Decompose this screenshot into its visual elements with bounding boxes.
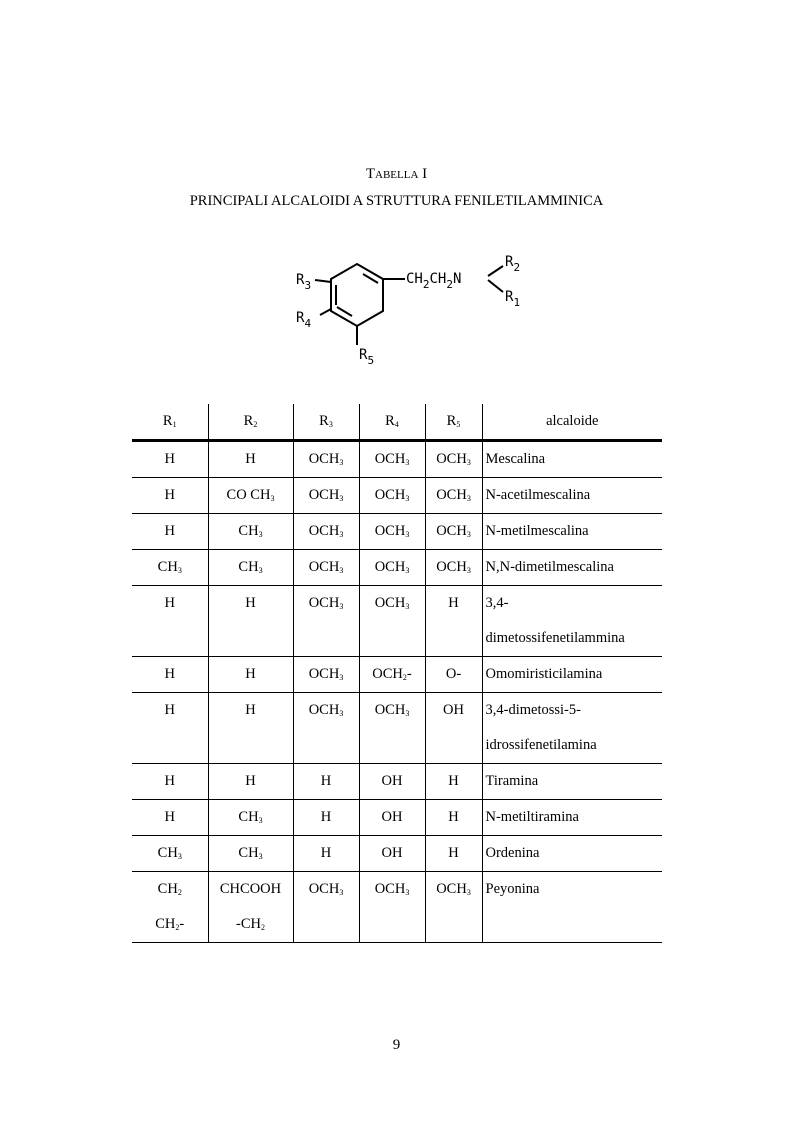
alkaloid-name: N-metiltiramina <box>485 809 579 825</box>
cell-text: CH <box>238 809 259 825</box>
cell-r5 <box>425 441 482 478</box>
cell-r4 <box>359 693 425 764</box>
cell-subscript: 3 <box>177 566 182 575</box>
cell-subscript: 3 <box>258 816 263 825</box>
table-row <box>132 872 662 943</box>
cell-subscript: 2 <box>177 888 182 897</box>
alkaloid-name: N-metilmescalina <box>485 523 589 539</box>
cell-r1 <box>132 657 208 693</box>
ethylamine-chain-label: $CH_2CH_2N$ <box>406 271 462 291</box>
cell-subscript: 3 <box>339 566 344 575</box>
cell-text: CO CH <box>226 487 271 503</box>
cell-alcaloide <box>482 586 662 657</box>
alkaloid-name: Peyonina <box>485 881 540 897</box>
cell-text: OCH <box>308 881 340 897</box>
cell-r3 <box>293 693 359 764</box>
cell-text: OH <box>381 809 403 825</box>
cell-alcaloide <box>482 836 662 872</box>
cell-r5 <box>425 800 482 836</box>
cell-r1 <box>132 586 208 657</box>
cell-r2 <box>208 478 293 514</box>
page-number: 9 <box>392 1037 401 1053</box>
r1-label: $R_1$ <box>505 289 521 309</box>
cell-subscript: 3 <box>339 530 344 539</box>
alkaloid-name: N-acetilmescalina <box>485 487 591 503</box>
cell-alcaloide <box>482 550 662 586</box>
cell-text: H <box>320 809 332 825</box>
cell-text: OCH <box>372 666 403 682</box>
cell-r2 <box>208 586 293 657</box>
cell-subscript: 3 <box>405 709 410 718</box>
cell-subscript: 2 <box>402 673 407 682</box>
cell-suffix: - <box>179 916 185 932</box>
cell-subscript: 2 <box>175 923 180 932</box>
cell-alcaloide <box>482 693 662 764</box>
cell-subscript: 3 <box>466 530 471 539</box>
cell-text: H <box>164 595 175 611</box>
alkaloid-name: Omomiristicilamina <box>485 666 603 682</box>
cell-text: H <box>320 773 332 789</box>
cell-text: H <box>448 809 459 825</box>
cell-r1 <box>132 693 208 764</box>
alkaloid-name: N,N-dimetilmescalina <box>485 559 614 575</box>
cell-text: OCH <box>436 487 467 503</box>
cell-text: H <box>164 773 175 789</box>
cell-r4 <box>359 836 425 872</box>
table-row <box>132 836 662 872</box>
table-row <box>132 586 662 657</box>
header-alcaloide: alcaloide <box>482 404 662 441</box>
cell-subscript: 3 <box>339 888 344 897</box>
cell-subscript: 3 <box>466 566 471 575</box>
cell-text: H <box>164 523 175 539</box>
cell-subscript: 3 <box>339 709 344 718</box>
cell-text: H <box>448 595 459 611</box>
cell-text: H <box>245 451 256 467</box>
alkaloid-table <box>132 404 662 943</box>
cell-subscript: 3 <box>405 602 410 611</box>
cell-subscript: 3 <box>339 673 344 682</box>
cell-r5 <box>425 586 482 657</box>
cell-r4 <box>359 872 425 943</box>
r4-label: $R_4$ <box>296 310 312 330</box>
cell-r4 <box>359 514 425 550</box>
cell-text: H <box>245 666 256 682</box>
cell-text: OCH <box>436 559 467 575</box>
table-row <box>132 441 662 478</box>
alkaloid-name: 3,4-dimetossi-5- <box>485 702 581 718</box>
cell-subscript: 3 <box>466 494 471 503</box>
header-r3: $R_3$ <box>293 404 359 441</box>
cell-subscript: 3 <box>405 494 410 503</box>
cell-subscript: 3 <box>466 888 471 897</box>
table-title: PRINCIPALI ALCALOIDI A STRUTTURA FENILETILAMMINICA <box>189 193 604 209</box>
cell-text: CH <box>157 559 178 575</box>
header-r1: $R_1$ <box>132 404 208 441</box>
cell-subscript: 2 <box>260 923 265 932</box>
cell-subscript: 3 <box>339 602 344 611</box>
cell-text: OCH <box>374 523 406 539</box>
cell-text: OCH <box>308 702 340 718</box>
cell-text: H <box>448 845 459 861</box>
cell-r1 <box>132 872 208 943</box>
alkaloid-name: Tiramina <box>485 773 539 789</box>
cell-r5 <box>425 514 482 550</box>
cell-subscript: 3 <box>405 530 410 539</box>
cell-subscript: 3 <box>258 852 263 861</box>
cell-text: OCH <box>374 595 406 611</box>
cell-r3 <box>293 514 359 550</box>
cell-text: O- <box>445 666 462 682</box>
cell-subscript: 3 <box>339 494 344 503</box>
cell-r4 <box>359 550 425 586</box>
alkaloid-name: Mescalina <box>485 451 546 467</box>
cell-r1 <box>132 478 208 514</box>
cell-text: CH <box>238 559 259 575</box>
cell-r4 <box>359 800 425 836</box>
cell-text: OCH <box>308 666 340 682</box>
header-r4: $R_4$ <box>359 404 425 441</box>
cell-r5 <box>425 836 482 872</box>
cell-text: OCH <box>308 559 340 575</box>
cell-r1 <box>132 441 208 478</box>
cell-r4 <box>359 478 425 514</box>
cell-r2 <box>208 441 293 478</box>
alkaloid-name: Ordenina <box>485 845 540 861</box>
cell-text: H <box>245 595 256 611</box>
cell-alcaloide <box>482 800 662 836</box>
cell-text: OCH <box>436 451 467 467</box>
cell-r2 <box>208 657 293 693</box>
cell-text: OCH <box>436 523 467 539</box>
cell-r5 <box>425 550 482 586</box>
header-r2: $R_2$ <box>208 404 293 441</box>
cell-text: CH <box>157 881 178 897</box>
cell-alcaloide <box>482 441 662 478</box>
cell-r3 <box>293 836 359 872</box>
cell-r3 <box>293 441 359 478</box>
cell-text: H <box>245 773 256 789</box>
cell-r2 <box>208 764 293 800</box>
cell-text: OH <box>381 845 403 861</box>
cell-text: CHCOOH <box>219 881 282 897</box>
cell-text: OCH <box>374 881 406 897</box>
cell-r3 <box>293 800 359 836</box>
cell-r1 <box>132 836 208 872</box>
cell-alcaloide <box>482 657 662 693</box>
cell-r2 <box>208 800 293 836</box>
table-row <box>132 550 662 586</box>
alkaloid-name: 3,4- <box>485 595 509 611</box>
cell-r3 <box>293 550 359 586</box>
cell-subscript: 3 <box>177 852 182 861</box>
table-header-row <box>132 404 662 441</box>
cell-text: CH <box>238 845 259 861</box>
table-label: Tabella I <box>365 166 428 182</box>
cell-r1 <box>132 800 208 836</box>
cell-r4 <box>359 764 425 800</box>
cell-subscript: 3 <box>270 494 275 503</box>
cell-r2 <box>208 550 293 586</box>
cell-alcaloide <box>482 514 662 550</box>
header-r5: $R_5$ <box>425 404 482 441</box>
cell-text: H <box>320 845 332 861</box>
alkaloid-name: idrossifenetilamina <box>485 737 597 753</box>
cell-r2 <box>208 514 293 550</box>
cell-text: OCH <box>308 451 340 467</box>
cell-text: CH <box>155 916 176 932</box>
cell-r3 <box>293 764 359 800</box>
cell-text: OCH <box>374 702 406 718</box>
cell-alcaloide <box>482 872 662 943</box>
cell-subscript: 3 <box>405 888 410 897</box>
cell-subscript: 3 <box>405 458 410 467</box>
cell-text: OCH <box>308 487 340 503</box>
cell-text: OH <box>443 702 464 718</box>
cell-subscript: 3 <box>258 530 263 539</box>
cell-text: H <box>164 487 175 503</box>
cell-text: CH <box>238 523 259 539</box>
cell-text: OCH <box>308 523 340 539</box>
cell-r3 <box>293 586 359 657</box>
cell-text: OCH <box>374 559 406 575</box>
table-row <box>132 478 662 514</box>
cell-r5 <box>425 764 482 800</box>
cell-subscript: 3 <box>466 458 471 467</box>
alkaloid-name: dimetossifenetilammina <box>485 630 625 646</box>
cell-text: OCH <box>374 451 406 467</box>
cell-r5 <box>425 693 482 764</box>
cell-r5 <box>425 478 482 514</box>
cell-r3 <box>293 872 359 943</box>
cell-text: -CH <box>236 916 261 932</box>
cell-subscript: 3 <box>405 566 410 575</box>
table-body <box>132 441 662 943</box>
table-row <box>132 514 662 550</box>
table-row <box>132 800 662 836</box>
cell-suffix: - <box>406 666 412 682</box>
cell-r1 <box>132 764 208 800</box>
table-row <box>132 657 662 693</box>
cell-r2 <box>208 872 293 943</box>
cell-alcaloide <box>482 478 662 514</box>
cell-r5 <box>425 657 482 693</box>
phenethylamine-structure-diagram <box>285 242 535 372</box>
cell-text: OCH <box>308 595 340 611</box>
cell-text: OH <box>381 773 403 789</box>
cell-r2 <box>208 836 293 872</box>
cell-text: H <box>245 702 256 718</box>
cell-alcaloide <box>482 764 662 800</box>
table-row <box>132 693 662 764</box>
cell-text: OCH <box>436 881 467 897</box>
cell-text: H <box>164 809 175 825</box>
cell-text: OCH <box>374 487 406 503</box>
cell-r1 <box>132 514 208 550</box>
cell-text: H <box>164 702 175 718</box>
cell-text: H <box>164 666 175 682</box>
cell-text: H <box>164 451 175 467</box>
cell-r3 <box>293 478 359 514</box>
table-row <box>132 764 662 800</box>
cell-subscript: 3 <box>258 566 263 575</box>
cell-r1 <box>132 550 208 586</box>
cell-text: H <box>448 773 459 789</box>
cell-r4 <box>359 586 425 657</box>
r3-label: $R_3$ <box>296 272 312 292</box>
cell-r2 <box>208 693 293 764</box>
r5-label: $R_5$ <box>359 347 375 367</box>
cell-text: CH <box>157 845 178 861</box>
cell-r4 <box>359 657 425 693</box>
cell-r4 <box>359 441 425 478</box>
r2-label: $R_2$ <box>505 254 521 274</box>
cell-subscript: 3 <box>339 458 344 467</box>
cell-r3 <box>293 657 359 693</box>
cell-r5 <box>425 872 482 943</box>
